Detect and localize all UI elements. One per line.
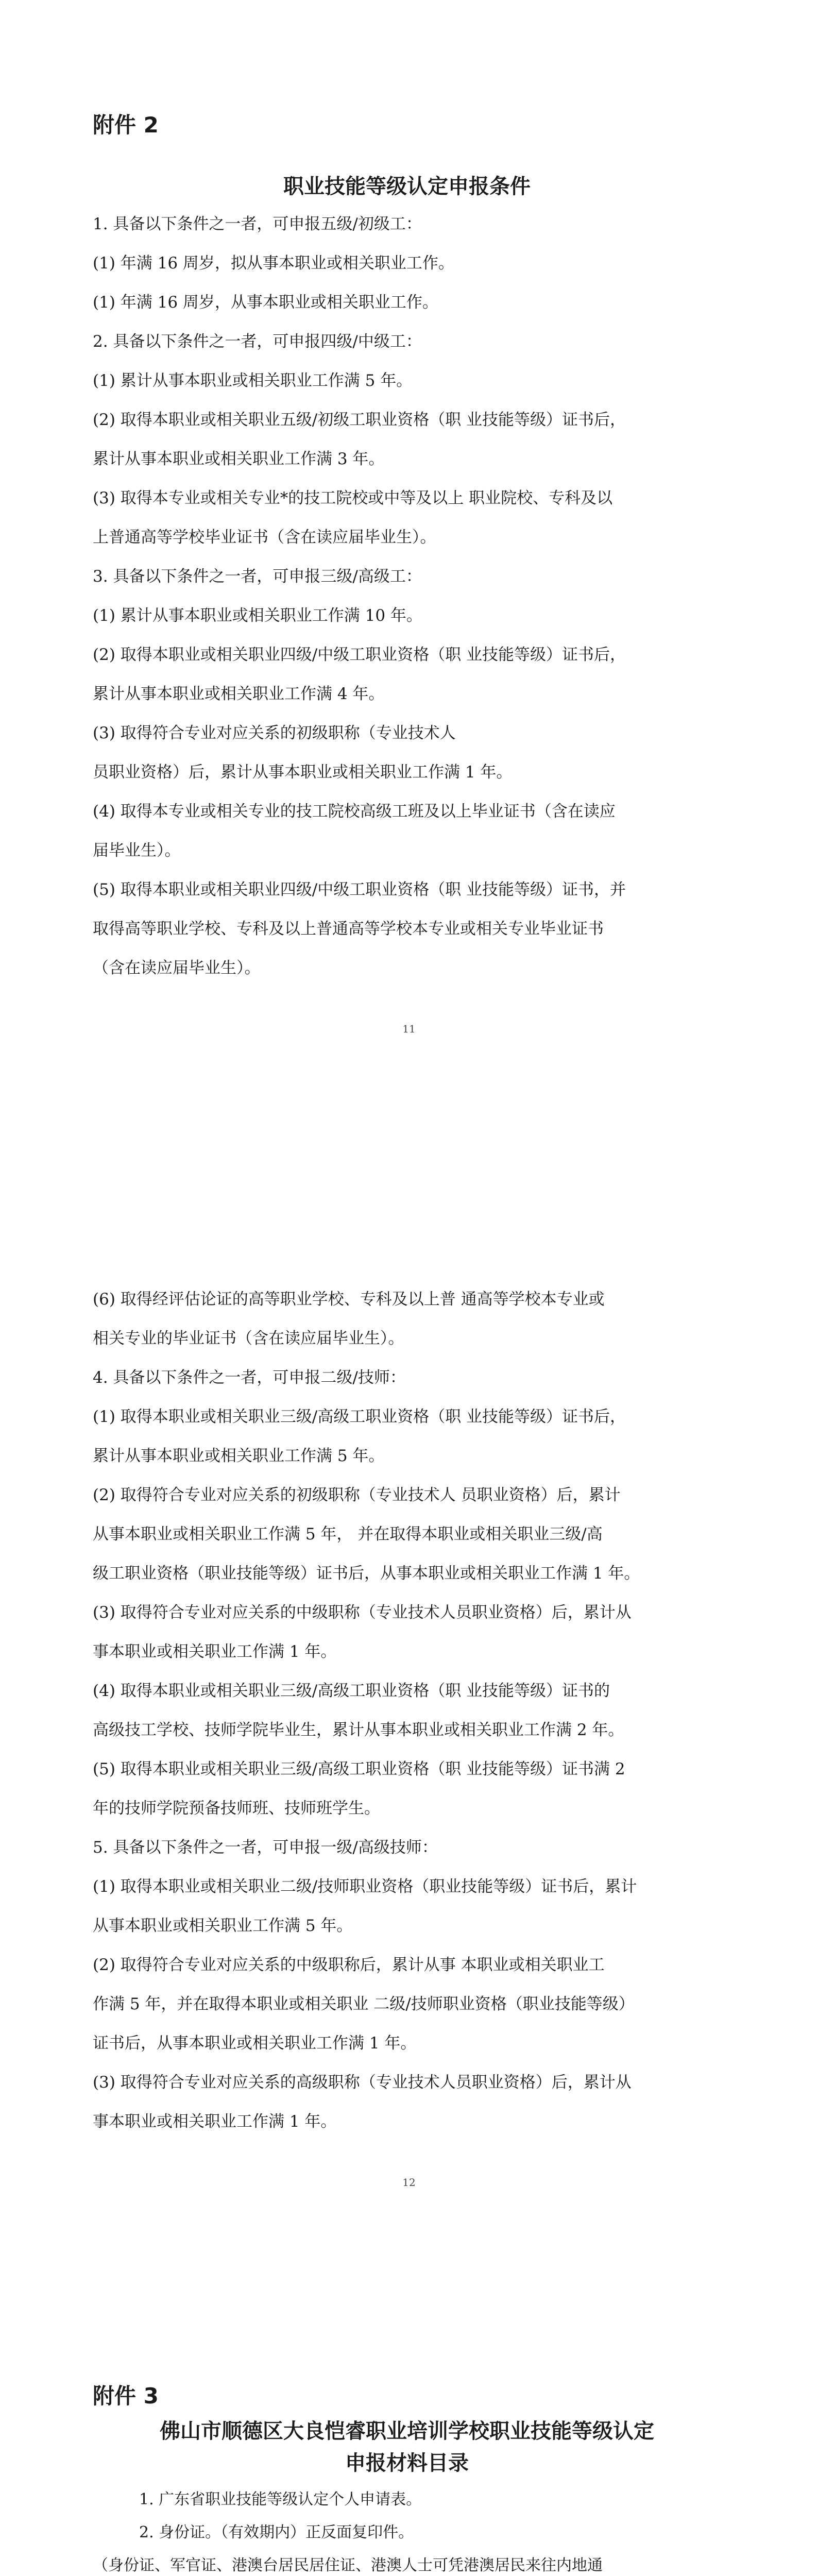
text-line: 取得高等职业学校、专科及以上普通高等学校本专业或相关专业毕业证书 [93,920,604,938]
text-line: (1) 年满 16 周岁，从事本职业或相关职业工作。 [93,293,438,312]
id-note [93,2549,721,2576]
text-line: (3) 取得本专业或相关专业*的技工院校或中等及以上 职业院校、专科及以 [93,489,613,507]
text-line: (3) 取得符合专业对应关系的初级职称（专业技术人 [93,724,456,742]
text-line: 从事本职业或相关职业工作满 5 年， 并在取得本职业或相关职业三级/高 [93,1525,603,1544]
text-line: (6) 取得经评估论证的高等职业学校、专科及以上普 通高等学校本专业或 [93,1290,605,1309]
text-line: (2) 取得符合专业对应关系的初级职称（专业技术人 员职业资格）后，累计 [93,1486,621,1504]
text-line: (1) 取得本职业或相关职业二级/技师职业资格（职业技能等级）证书后，累计 [93,1877,637,1896]
text-line: 2. 具备以下条件之一者，可申报四级/中级工： [93,332,422,351]
title-line: 申报材料目录 [345,2451,469,2475]
page-13 [0,2312,818,2576]
text-line: (3) 取得符合专业对应关系的中级职称（专业技术人员职业资格）后，累计从 [93,1603,632,1622]
title-line: 佛山市顺德区大良恺睿职业培训学校职业技能等级认定 [160,2419,654,2443]
note-line: （身份证、军官证、港澳台居民居住证、港澳人士可凭港澳居民来往内地通 [93,2556,603,2574]
text-line: 年的技师学院预备技师班、技师班学生。 [93,1799,380,1818]
text-line: 事本职业或相关职业工作满 1 年。 [93,1642,337,1661]
list-item: 2. 身份证。（有效期内）正反面复印件。 [139,2523,414,2541]
conditions-list [93,1280,721,2141]
text-line: 累计从事本职业或相关职业工作满 3 年。 [93,450,385,468]
text-line: 事本职业或相关职业工作满 1 年。 [93,2112,337,2131]
text-line: 届毕业生）。 [93,841,181,860]
page-title: 职业技能等级认定申报条件 [283,175,531,198]
attachment-label: 附件 3 [93,2383,159,2409]
page-13-content [93,2379,721,2576]
text-line: (5) 取得本职业或相关职业三级/高级工职业资格（职 业技能等级）证书满 2 [93,1760,625,1778]
page-12 [0,1156,818,2312]
text-line: 3. 具备以下条件之一者，可申报三级/高级工： [93,567,422,586]
text-line: （含在读应届毕业生）。 [93,959,261,977]
materials-list [139,2483,721,2549]
text-line: (4) 取得本专业或相关专业的技工院校高级工班及以上毕业证书（含在读应 [93,802,616,821]
text-line: (2) 取得符合专业对应关系的中级职称后，累计从事 本职业或相关职业工 [93,1956,605,1974]
text-line: (1) 年满 16 周岁，拟从事本职业或相关职业工作。 [93,254,454,273]
text-line: 累计从事本职业或相关职业工作满 4 年。 [93,685,385,703]
page-12-content [93,1280,721,2141]
text-line: (1) 累计从事本职业或相关职业工作满 10 年。 [93,606,422,625]
text-line: 上普通高等学校毕业证书（含在读应届毕业生）。 [93,528,436,547]
text-line: 相关专业的毕业证书（含在读应届毕业生）。 [93,1329,404,1348]
conditions-list [93,205,721,988]
page-title [93,2415,721,2479]
text-line: 5. 具备以下条件之一者，可申报一级/高级技师： [93,1838,438,1857]
page-number: 11 [402,1023,416,1035]
text-line: (1) 取得本职业或相关职业三级/高级工职业资格（职 业技能等级）证书后， [93,1408,626,1426]
attachment-label: 附件 2 [93,112,159,138]
text-line: 1. 具备以下条件之一者，可申报五级/初级工： [93,215,422,233]
text-line: 从事本职业或相关职业工作满 5 年。 [93,1917,353,1935]
text-line: 级工职业资格（职业技能等级）证书后，从事本职业或相关职业工作满 1 年。 [93,1564,640,1583]
text-line: 4. 具备以下条件之一者，可申报二级/技师： [93,1368,406,1387]
text-line: 累计从事本职业或相关职业工作满 5 年。 [93,1447,385,1465]
text-line: 证书后，从事本职业或相关职业工作满 1 年。 [93,2034,417,2053]
text-line: (2) 取得本职业或相关职业五级/初级工职业资格（职 业技能等级）证书后， [93,411,626,429]
text-line: 作满 5 年，并在取得本职业或相关职业 二级/技师职业资格（职业技能等级） [93,1995,635,2013]
text-line: 高级技工学校、技师学院毕业生，累计从事本职业或相关职业工作满 2 年。 [93,1721,624,1739]
page-11-content [93,108,721,988]
text-line: (1) 累计从事本职业或相关职业工作满 5 年。 [93,371,413,390]
text-line: (3) 取得符合专业对应关系的高级职称（专业技术人员职业资格）后，累计从 [93,2073,632,2092]
list-item: 1. 广东省职业技能等级认定个人申请表。 [139,2490,422,2509]
text-line: 员职业资格）后，累计从事本职业或相关职业工作满 1 年。 [93,763,513,782]
text-line: (4) 取得本职业或相关职业三级/高级工职业资格（职 业技能等级）证书的 [93,1682,610,1700]
page-11 [0,0,818,1156]
text-line: (5) 取得本职业或相关职业四级/中级工职业资格（职 业技能等级）证书，并 [93,880,626,899]
text-line: (2) 取得本职业或相关职业四级/中级工职业资格（职 业技能等级）证书后， [93,646,626,664]
page-number: 12 [402,2176,416,2189]
